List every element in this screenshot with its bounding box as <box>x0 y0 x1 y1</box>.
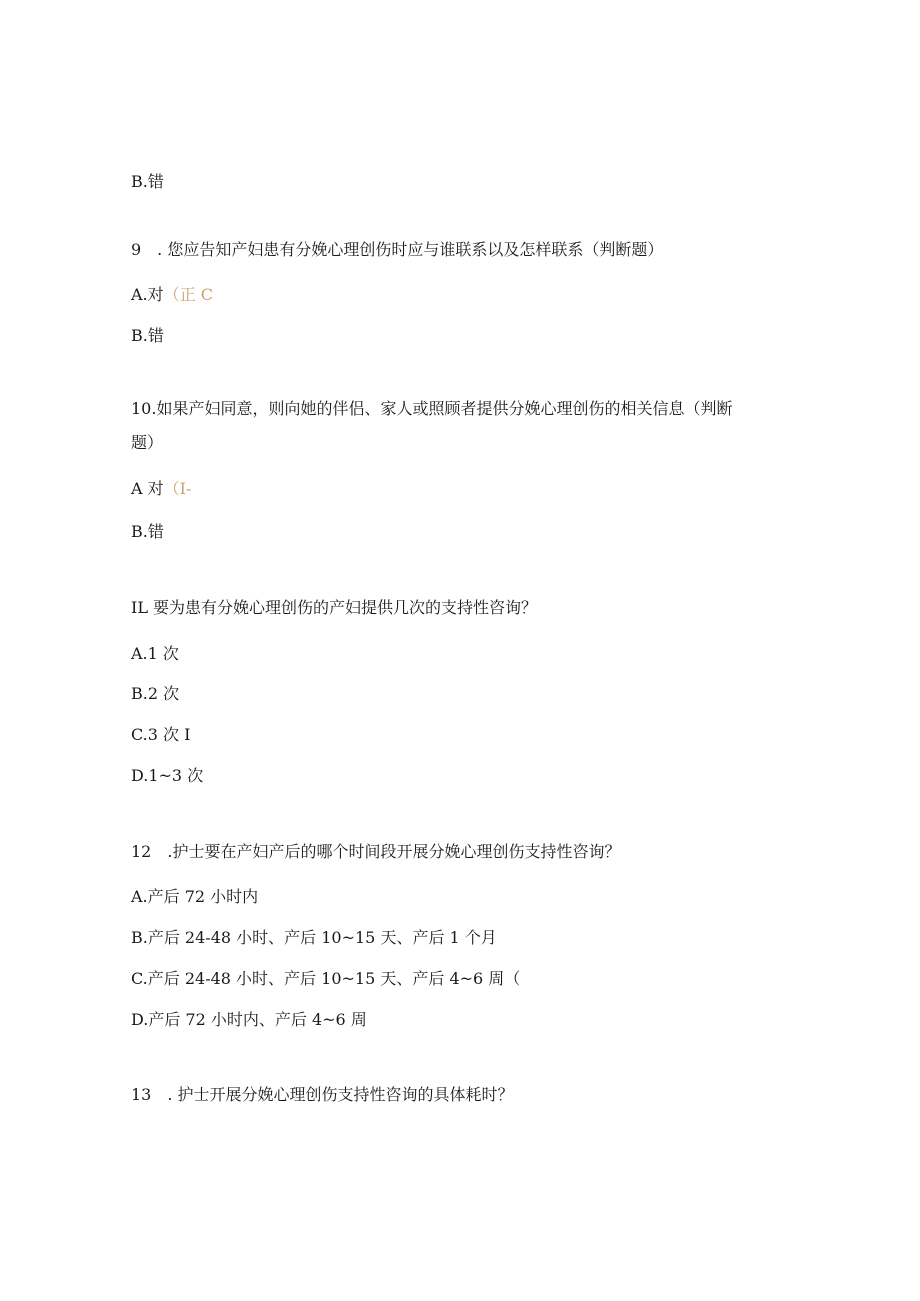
q12-option-b: B.产后 24-48 小时、产后 10~15 天、产后 1 个月 <box>131 928 497 947</box>
q11-option-a: A.1 次 <box>131 644 179 663</box>
q9-option-a-mark: （正 C <box>163 285 213 304</box>
q12-option-d: D.产后 72 小时内、产后 4~6 周 <box>131 1010 367 1029</box>
q9-question: 9 . 您应告知产妇患有分娩心理创伤时应与谁联系以及怎样联系（判断题） <box>131 240 664 259</box>
q11-option-d: D.1~3 次 <box>131 766 204 785</box>
q11-option-b: B.2 次 <box>131 684 180 703</box>
q10-option-b: B.错 <box>131 522 164 541</box>
q10-option-a-label: A 对 <box>131 479 164 498</box>
q10-option-a-mark: （I- <box>163 479 192 498</box>
q11-question: IL 要为患有分娩心理创伤的产妇提供几次的支持性咨询？ <box>131 598 538 617</box>
q10-question-line1: 10.如果产妇同意，则向她的伴侣、家人或照顾者提供分娩心理创伤的相关信息（判断 <box>131 399 733 418</box>
q9-option-a-label: A.对 <box>131 285 164 304</box>
q10-option-a <box>131 478 191 500</box>
q11-option-c: C.3 次 I <box>131 725 191 744</box>
q12-question: 12 .护士要在产妇产后的哪个时间段开展分娩心理创伤支持性咨询？ <box>131 842 621 861</box>
q12-option-a: A.产后 72 小时内 <box>131 887 259 906</box>
q10-question-line2: 题） <box>131 433 164 452</box>
q12-option-c: C.产后 24-48 小时、产后 10~15 天、产后 4~6 周（ <box>131 969 521 988</box>
q9-option-a <box>131 284 213 306</box>
q8-option-b: B.错 <box>131 172 164 191</box>
q13-question: 13 . 护士开展分娩心理创伤支持性咨询的具体耗时？ <box>131 1085 514 1104</box>
q9-option-b: B.错 <box>131 326 164 345</box>
